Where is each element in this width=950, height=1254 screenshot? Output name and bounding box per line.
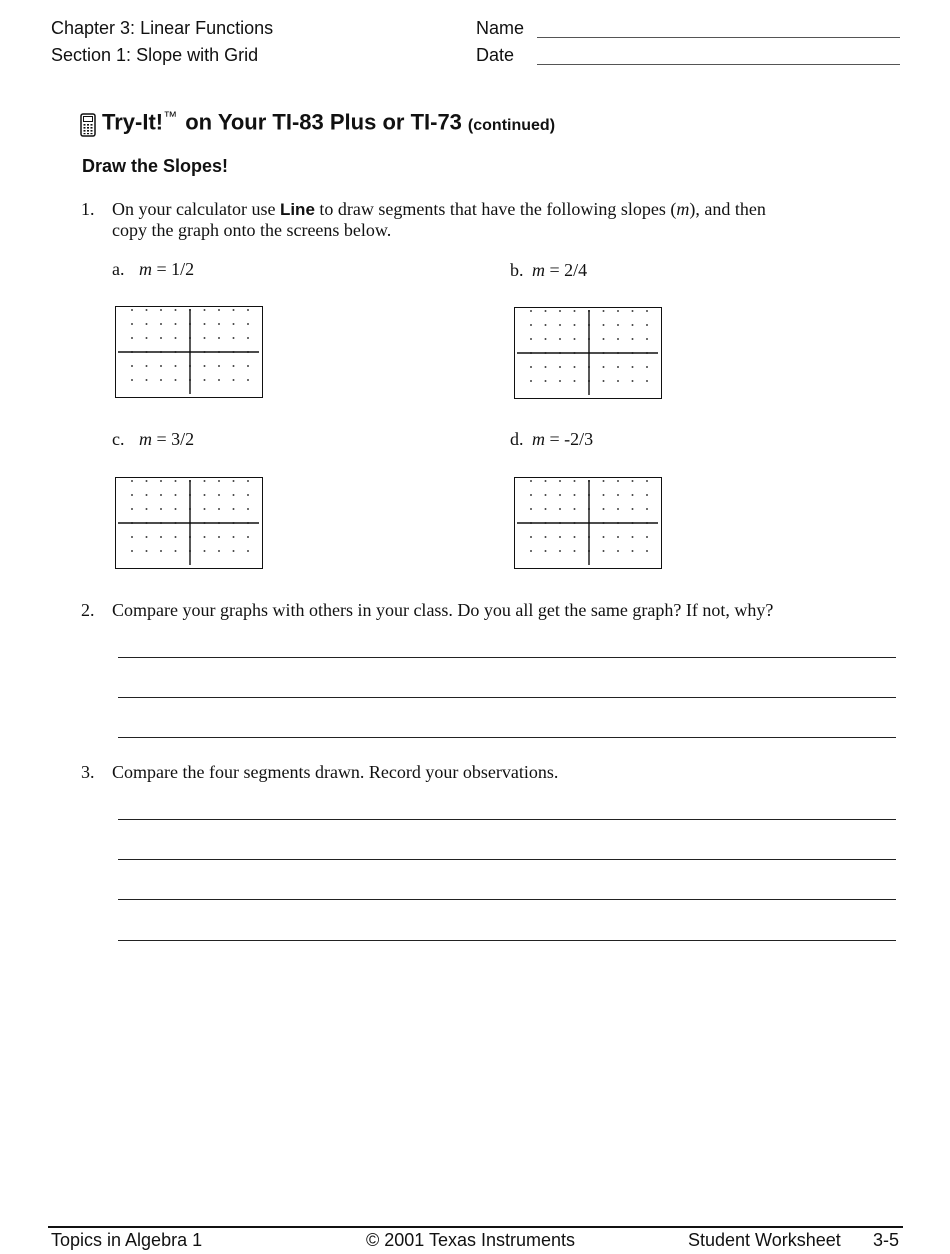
grid-dot [247, 508, 249, 510]
q1-text-before: On your calculator use [112, 199, 280, 219]
grid-dot [574, 366, 576, 368]
grid-dot [146, 323, 148, 325]
grid-dot [559, 480, 561, 482]
grid-dot [574, 324, 576, 326]
trademark-symbol: ™ [163, 108, 178, 124]
chapter-heading [51, 18, 273, 39]
grid-dot [218, 550, 220, 552]
grid-dot [646, 310, 648, 312]
grid-dot [574, 550, 576, 552]
grid-dot [559, 550, 561, 552]
q1-text-after: ), and then [689, 199, 766, 219]
grid-dot [617, 380, 619, 382]
graph-grid [515, 308, 660, 397]
grid-dot [574, 480, 576, 482]
grid-dot [617, 480, 619, 482]
grid-dot [617, 366, 619, 368]
grid-dot [160, 309, 162, 311]
footer-divider [48, 1226, 903, 1228]
grid-dot [233, 536, 235, 538]
grid-dot [131, 494, 133, 496]
q3-text: Compare the four segments drawn. Record your observations. [112, 762, 559, 782]
q3-answer-line[interactable] [118, 859, 896, 860]
q3-answer-line[interactable] [118, 940, 896, 941]
q3-answer-line[interactable] [118, 899, 896, 900]
grid-dot [218, 508, 220, 510]
grid-dot [559, 338, 561, 340]
grid-dot [617, 310, 619, 312]
grid-dot [646, 550, 648, 552]
grid-dot [160, 494, 162, 496]
grid-dot [233, 550, 235, 552]
chapter-label: Chapter 3: [51, 18, 136, 38]
grid-dot [545, 536, 547, 538]
grid-dot [146, 494, 148, 496]
grid-dot [530, 366, 532, 368]
grid-dot [160, 337, 162, 339]
grid-dot [545, 480, 547, 482]
grid-dot [545, 338, 547, 340]
grid-dot [131, 508, 133, 510]
grid-dot [617, 508, 619, 510]
q1-text [112, 199, 892, 240]
grid-dot [218, 480, 220, 482]
grid-dot [559, 508, 561, 510]
grid-dot [646, 536, 648, 538]
grid-dot [530, 324, 532, 326]
item-letter: a. [112, 259, 125, 279]
grid-dot [530, 494, 532, 496]
grid-dot [530, 550, 532, 552]
grid-dot [131, 365, 133, 367]
title-continued: (continued) [467, 117, 556, 135]
grid-dot [233, 323, 235, 325]
grid-dot [218, 379, 220, 381]
item-value: = -2/3 [549, 429, 594, 449]
grid-dot [646, 338, 648, 340]
grid-dot [617, 494, 619, 496]
grid-dot [131, 337, 133, 339]
grid-dot [545, 380, 547, 382]
grid-dot [218, 337, 220, 339]
grid-dot [603, 494, 605, 496]
section-heading [51, 45, 258, 66]
grid-dot [603, 310, 605, 312]
grid-dot [247, 494, 249, 496]
grid-dot [146, 365, 148, 367]
graph-screen-a[interactable] [115, 306, 263, 398]
grid-dot [247, 550, 249, 552]
grid-dot [247, 337, 249, 339]
grid-dot [247, 480, 249, 482]
grid-dot [247, 323, 249, 325]
item-var: m [532, 429, 545, 449]
grid-dot [574, 494, 576, 496]
q1-text-mid: to draw segments that have the following slopes ( [314, 199, 677, 219]
grid-dot [559, 536, 561, 538]
grid-dot [617, 338, 619, 340]
item-d-label [510, 429, 593, 450]
grid-dot [632, 380, 634, 382]
grid-dot [131, 550, 133, 552]
item-value: = 1/2 [156, 259, 195, 279]
footer-right: Student Worksheet [688, 1230, 841, 1250]
grid-dot [204, 379, 206, 381]
grid-dot [603, 338, 605, 340]
grid-dot [160, 365, 162, 367]
grid-dot [146, 337, 148, 339]
item-a-label [112, 259, 194, 280]
grid-dot [204, 309, 206, 311]
grid-dot [160, 550, 162, 552]
item-letter: d. [510, 429, 524, 449]
footer-page-number: 3-5 [873, 1230, 900, 1250]
item-value: = 2/4 [549, 260, 588, 280]
grid-dot [233, 508, 235, 510]
grid-dot [146, 309, 148, 311]
grid-dot [204, 494, 206, 496]
section-label: Section 1: [51, 45, 132, 65]
grid-dot [160, 536, 162, 538]
grid-dot [131, 309, 133, 311]
grid-dot [617, 550, 619, 552]
grid-dot [545, 508, 547, 510]
grid-dot [218, 323, 220, 325]
grid-dot [247, 309, 249, 311]
item-var: m [139, 259, 152, 279]
grid-dot [632, 310, 634, 312]
grid-dot [632, 366, 634, 368]
name-field[interactable] [537, 37, 900, 38]
graph-grid [116, 478, 261, 567]
item-b-label [510, 260, 587, 281]
graph-screen-d[interactable] [514, 477, 662, 569]
item-c-label [112, 429, 194, 450]
date-label: Date [476, 45, 515, 65]
grid-dot [204, 337, 206, 339]
grid-dot [646, 494, 648, 496]
grid-dot [632, 338, 634, 340]
grid-dot [545, 366, 547, 368]
grid-dot [646, 508, 648, 510]
grid-dot [530, 380, 532, 382]
title-rest: on Your TI-83 Plus or TI-73 [179, 109, 462, 135]
grid-dot [233, 379, 235, 381]
grid-dot [603, 380, 605, 382]
grid-dot [574, 536, 576, 538]
grid-dot [204, 480, 206, 482]
name-label: Name [476, 18, 525, 38]
grid-dot [646, 324, 648, 326]
grid-dot [160, 379, 162, 381]
title-main: Try-It! [102, 109, 164, 135]
graph-grid [116, 307, 261, 396]
grid-dot [204, 365, 206, 367]
grid-dot [632, 536, 634, 538]
grid-dot [218, 494, 220, 496]
item-var: m [532, 260, 545, 280]
grid-dot [603, 550, 605, 552]
footer-left: Topics in Algebra 1 [51, 1230, 203, 1250]
grid-dot [574, 338, 576, 340]
grid-dot [530, 338, 532, 340]
q3-answer-line[interactable] [118, 819, 896, 820]
grid-dot [530, 508, 532, 510]
date-field[interactable] [537, 64, 900, 65]
q2-answer-line[interactable] [118, 737, 896, 738]
grid-dot [175, 365, 177, 367]
grid-dot [204, 508, 206, 510]
grid-dot [175, 323, 177, 325]
page-title [80, 108, 555, 135]
section-subtitle: Draw the Slopes! [82, 156, 229, 176]
grid-dot [175, 550, 177, 552]
grid-dot [233, 494, 235, 496]
grid-dot [175, 309, 177, 311]
grid-dot [545, 550, 547, 552]
grid-dot [175, 337, 177, 339]
grid-dot [146, 480, 148, 482]
footer-copyright: © 2001 Texas Instruments [366, 1230, 576, 1250]
grid-dot [530, 310, 532, 312]
q3-number: 3. [81, 762, 95, 782]
grid-dot [632, 494, 634, 496]
grid-dot [204, 536, 206, 538]
grid-dot [559, 324, 561, 326]
item-value: = 3/2 [156, 429, 195, 449]
chapter-title: Linear Functions [140, 18, 274, 38]
grid-dot [559, 380, 561, 382]
graph-grid [515, 478, 660, 567]
grid-dot [175, 536, 177, 538]
grid-dot [131, 323, 133, 325]
item-letter: c. [112, 429, 125, 449]
grid-dot [160, 323, 162, 325]
grid-dot [146, 536, 148, 538]
grid-dot [559, 366, 561, 368]
grid-dot [603, 324, 605, 326]
grid-dot [559, 494, 561, 496]
grid-dot [175, 480, 177, 482]
grid-dot [218, 365, 220, 367]
grid-dot [131, 480, 133, 482]
grid-dot [646, 380, 648, 382]
grid-dot [617, 536, 619, 538]
grid-dot [247, 379, 249, 381]
grid-dot [160, 480, 162, 482]
grid-dot [646, 480, 648, 482]
grid-dot [617, 324, 619, 326]
grid-dot [146, 550, 148, 552]
grid-dot [603, 536, 605, 538]
grid-dot [146, 508, 148, 510]
item-letter: b. [510, 260, 524, 280]
grid-dot [545, 494, 547, 496]
calculator-icon [80, 113, 96, 137]
grid-dot [204, 323, 206, 325]
grid-dot [603, 480, 605, 482]
graph-screen-b[interactable] [514, 307, 662, 399]
section-title: Slope with Grid [136, 45, 259, 65]
grid-dot [218, 309, 220, 311]
grid-dot [646, 366, 648, 368]
grid-dot [146, 379, 148, 381]
q1-text-line2: copy the graph onto the screens below. [112, 220, 392, 240]
grid-dot [233, 337, 235, 339]
grid-dot [632, 480, 634, 482]
grid-dot [233, 480, 235, 482]
grid-dot [233, 309, 235, 311]
q1-number: 1. [81, 199, 95, 219]
q1-keyword: Line [279, 200, 315, 219]
q2-answer-line[interactable] [118, 657, 896, 658]
grid-dot [545, 310, 547, 312]
grid-dot [530, 536, 532, 538]
grid-dot [632, 324, 634, 326]
grid-dot [233, 365, 235, 367]
item-var: m [139, 429, 152, 449]
grid-dot [131, 536, 133, 538]
grid-dot [603, 366, 605, 368]
grid-dot [204, 550, 206, 552]
grid-dot [247, 365, 249, 367]
grid-dot [530, 480, 532, 482]
grid-dot [175, 494, 177, 496]
grid-dot [160, 508, 162, 510]
grid-dot [247, 536, 249, 538]
grid-dot [175, 379, 177, 381]
q1-var: m [676, 199, 690, 219]
grid-dot [632, 508, 634, 510]
grid-dot [603, 508, 605, 510]
q2-number: 2. [81, 600, 95, 620]
q2-text: Compare your graphs with others in your class. Do you all get the same graph? If not, why? [112, 600, 774, 620]
graph-screen-c[interactable] [115, 477, 263, 569]
grid-dot [574, 380, 576, 382]
grid-dot [632, 550, 634, 552]
grid-dot [218, 536, 220, 538]
grid-dot [175, 508, 177, 510]
grid-dot [574, 508, 576, 510]
grid-dot [131, 379, 133, 381]
grid-dot [545, 324, 547, 326]
grid-dot [574, 310, 576, 312]
q2-answer-line[interactable] [118, 697, 896, 698]
grid-dot [559, 310, 561, 312]
